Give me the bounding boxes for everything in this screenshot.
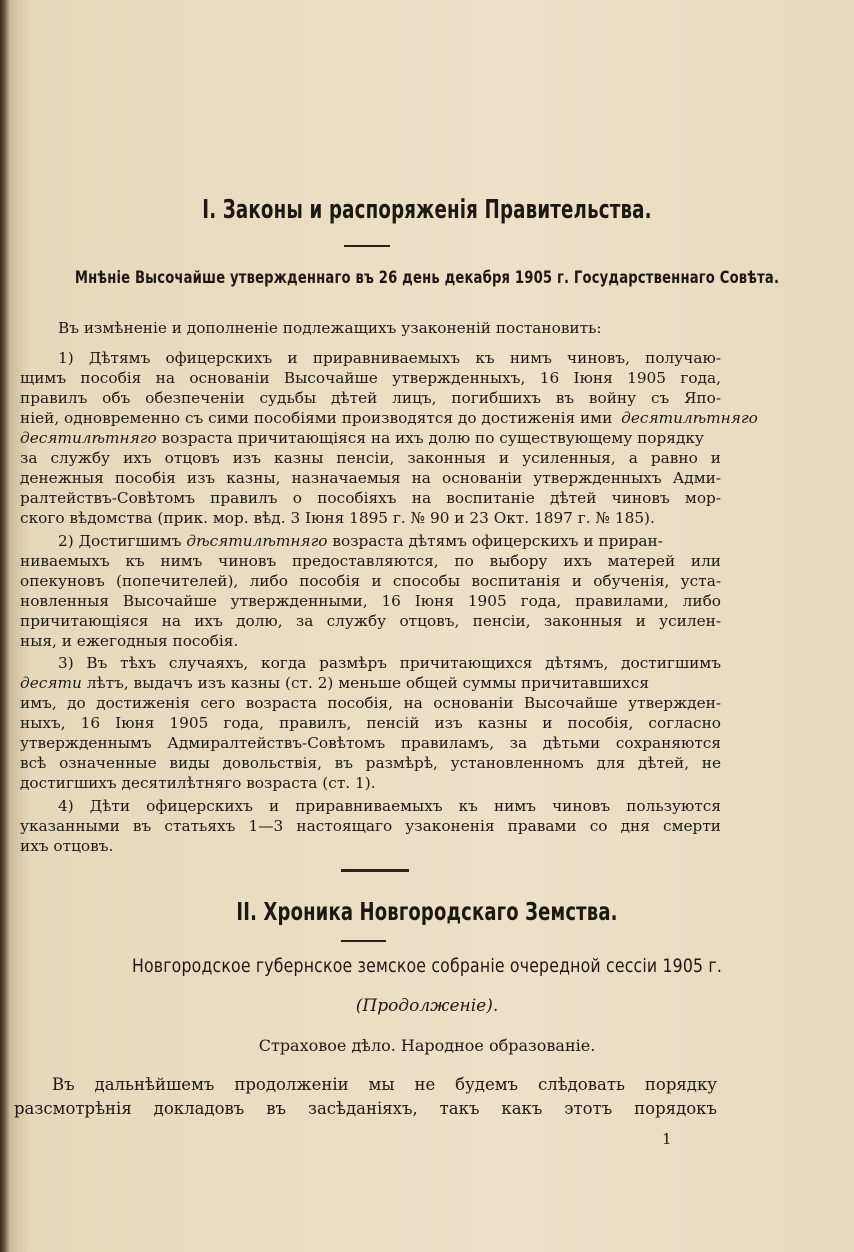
paragraph-line: ниваемыхъ къ нимъ чиновъ предоставляются, по выбору ихъ матерей или: [20, 552, 721, 570]
paragraph-line: за службу ихъ отцовъ изъ казны пенсіи, законныя и усиленныя, а равно и: [20, 449, 721, 467]
section-divider: [341, 869, 409, 872]
paragraph-line: [20, 408, 758, 428]
paragraph-line: денежныя пособія изъ казны, назначаемыя на основаніи утвержденныхъ Адми-: [20, 469, 721, 487]
italic-term: десятилѣтняго: [621, 409, 758, 427]
paragraph-line: разсмотрѣнія докладовъ въ засѣданіяхъ, такъ какъ этотъ порядокъ: [14, 1099, 717, 1118]
paragraph-line: щимъ пособія на основаніи Высочайше утвержденныхъ, 16 Іюня 1905 года,: [20, 369, 721, 387]
paragraph-line: имъ, до достиженія сего возраста пособія, на основаніи Высочайше утвержден-: [20, 694, 721, 712]
line-text: возраста причитающіяся на ихъ долю по существующему порядку: [161, 429, 704, 447]
paragraph-line: ралтействъ-Совѣтомъ правилъ о пособіяхъ на воспитаніе дѣтей чиновъ мор-: [20, 489, 721, 507]
paragraph-line: причитающіяся на ихъ долю, за службу отцовъ, пенсіи, законныя и усилен-: [20, 612, 721, 630]
paragraph-line: опекуновъ (попечителей), либо пособія и способы воспитанія и обученія, уста-: [20, 572, 721, 590]
paragraph-line: ныя, и ежегодныя пособія.: [20, 632, 239, 650]
paragraph-line: новленныя Высочайше утвержденными, 16 Іюня 1905 года, правилами, либо: [20, 592, 721, 610]
paragraph-line: [58, 531, 663, 551]
title-divider: [341, 940, 386, 942]
paragraph-line: [20, 673, 649, 693]
paragraph-line: всѣ означенные виды довольствія, въ размѣрѣ, установленномъ для дѣтей, не: [20, 754, 721, 772]
decree-heading: Мнѣніе Высочайше утвержденнаго въ 26 день декабря 1905 г. Государственнаго Совѣта.: [74, 268, 780, 288]
assembly-heading: Новгородское губернское земское собраніе очередной сессіи 1905 г.: [131, 955, 723, 977]
italic-term: десятилѣтняго: [20, 429, 157, 447]
paragraph-line: Въ дальнѣйшемъ продолженіи мы не будемъ слѣдовать порядку: [52, 1075, 717, 1094]
line-text: лѣтъ, выдачъ изъ казны (ст. 2) меньше общей суммы причитавшихся: [86, 674, 649, 692]
italic-term: десяти: [20, 674, 82, 692]
italic-term: дѣсятилѣтняго: [186, 532, 328, 550]
paragraph-line: правилъ объ обезпеченіи судьбы дѣтей лицъ, погибшихъ въ войну съ Япо-: [20, 389, 721, 407]
paragraph-line: указанными въ статьяхъ 1—3 настоящаго узаконенія правами со дня смерти: [20, 817, 721, 835]
paragraph-line: 3) Въ тѣхъ случаяхъ, когда размѣръ причитающихся дѣтямъ, достигшимъ: [58, 654, 721, 672]
line-text: возраста дѣтямъ офицерскихъ и приран-: [332, 532, 663, 550]
paragraph-line: [20, 428, 721, 448]
paragraph-line: утвержденнымъ Адмиралтействъ-Совѣтомъ правиламъ, за дѣтьми сохраняются: [20, 734, 721, 752]
topics-line: Страховое дѣло. Народное образованіе.: [258, 1036, 596, 1055]
paragraph-line: ского вѣдомства (прик. мор. вѣд. 3 Іюня 1895 г. № 90 и 23 Окт. 1897 г. № 185).: [20, 509, 655, 527]
paragraph-line: ихъ отцовъ.: [20, 837, 114, 855]
section-1-title: I. Законы и распоряженія Правительства.: [202, 195, 652, 225]
paragraph-line: 1) Дѣтямъ офицерскихъ и приравниваемыхъ къ нимъ чиновъ, получаю-: [58, 349, 721, 367]
paragraph-line: достигшихъ десятилѣтняго возраста (ст. 1).: [20, 774, 376, 792]
paragraph-line: ныхъ, 16 Іюня 1905 года, правилъ, пенсій изъ казны и пособія, согласно: [20, 714, 721, 732]
page-number: 1: [662, 1130, 672, 1148]
paragraph-line: Въ измѣненіе и дополненіе подлежащихъ узаконеній постановить:: [58, 319, 602, 337]
line-text: 2) Достигшимъ: [58, 532, 182, 550]
paragraph-line: 4) Дѣти офицерскихъ и приравниваемыхъ къ нимъ чиновъ пользуются: [58, 797, 721, 815]
section-2-title: II. Хроника Новгородскаго Земства.: [236, 897, 618, 926]
line-text: ніей, одновременно съ сими пособіями производятся до достиженія ими: [20, 409, 613, 427]
continued-label: (Продолженіе).: [355, 996, 499, 1016]
title-divider: [344, 245, 390, 247]
